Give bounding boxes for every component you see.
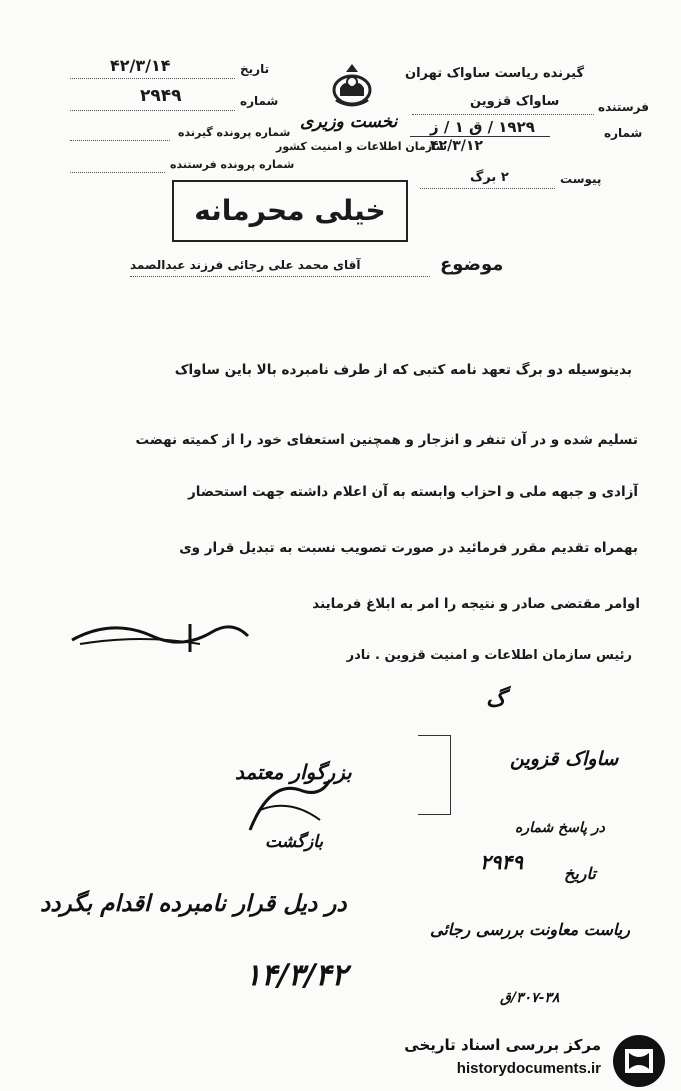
date-label: تاریخ [240, 62, 270, 76]
recipient-file-dotline [70, 140, 170, 141]
subject-label: موضوع [440, 254, 504, 275]
ministry-label: نخست وزیری [300, 112, 398, 132]
handwritten-note-6: در دیل قرار نامبرده اقدام بگردد [40, 890, 347, 917]
recipient-file-label: شماره پرونده گیرنده [178, 126, 291, 139]
sender-file-label: شماره پرونده فرستنده [170, 158, 295, 171]
handwritten-scrawl [240, 770, 340, 840]
attachment-dotline [420, 188, 555, 189]
serial-value: ۲۹۴۹ [140, 86, 182, 106]
handwritten-note-top: ساواک قزوین [510, 748, 619, 770]
sender-dotline [412, 114, 594, 115]
signature-title: رئیس سازمان اطلاعات و امنیت قزوین . نادر [346, 648, 632, 663]
footer-website[interactable]: historydocuments.ir [456, 1060, 601, 1077]
body-line-1: بدینوسیله دو برگ تعهد نامه کتبی که از طرف نامبرده بالا باین ساواک [174, 362, 632, 378]
date-value: ۴۲/۳/۱۴ [110, 56, 171, 75]
history-center-logo-icon [611, 1033, 667, 1089]
classification-stamp-text: خیلی محرمانه [194, 194, 386, 227]
lion-and-sun-emblem-icon [322, 60, 382, 116]
attachment-label: پیوست [560, 172, 602, 186]
number-label: شماره [604, 126, 643, 140]
date-dotline [70, 78, 235, 79]
handwritten-note-3: ۲۹۴۹ [480, 850, 523, 874]
number-divider [410, 136, 550, 137]
subject-text: آقای محمد علی رجائی فرزند عبدالصمد [130, 258, 361, 272]
subject-dotline [130, 276, 430, 277]
handwritten-left-note: بزرگوار معتمد [235, 760, 352, 784]
handwritten-bracket [418, 735, 451, 815]
number-value: ۱۹۲۹ / ق ۱ / ز [430, 118, 535, 136]
serial-label: شماره [240, 94, 279, 108]
sender-file-dotline [70, 172, 165, 173]
serial-dotline [70, 110, 235, 111]
number-date-value: ۴۲/۳/۱۲ [430, 138, 483, 154]
handwritten-note-5: بازگشت [265, 832, 324, 852]
archive-reference: ۳۰۷-۳۸/ق [500, 990, 560, 1006]
body-line-2: تسلیم شده و در آن تنفر و انزجار و همچنین استعفای خود را از کمیته نهضت [135, 432, 638, 448]
sender-value: ساواک قزوین [470, 94, 560, 109]
handwritten-mark: گ [486, 686, 506, 712]
body-line-5: اوامر مقتضی صادر و نتیجه را امر به ابلاغ فرمایند [312, 596, 640, 612]
handwritten-note-8: ۱۴/۳/۴۲ [245, 958, 348, 993]
handwritten-note-7: ریاست معاونت بررسی رجائی [430, 920, 630, 939]
body-line-4: بهمراه تقدیم مقرر فرمائید در صورت تصویب نسبت به تبدیل قرار وی [179, 540, 638, 556]
classification-stamp [172, 180, 408, 242]
recipient-label: گیرنده ریاست ساواک تهران [405, 66, 585, 81]
handwritten-note-2: در پاسخ شماره [515, 820, 605, 836]
organization-label: سازمان اطلاعات و امنیت کشور [276, 140, 447, 153]
footer-center-name: مرکز بررسی اسناد تاریخی [404, 1036, 601, 1054]
body-line-3: آزادی و جبهه ملی و احزاب وابسته به آن اعلام داشته جهت استحضار [188, 484, 638, 500]
attachment-value: ۲ برگ [470, 170, 509, 185]
handwritten-note-4: تاریخ [564, 864, 596, 883]
sender-label: فرستنده [598, 100, 649, 114]
